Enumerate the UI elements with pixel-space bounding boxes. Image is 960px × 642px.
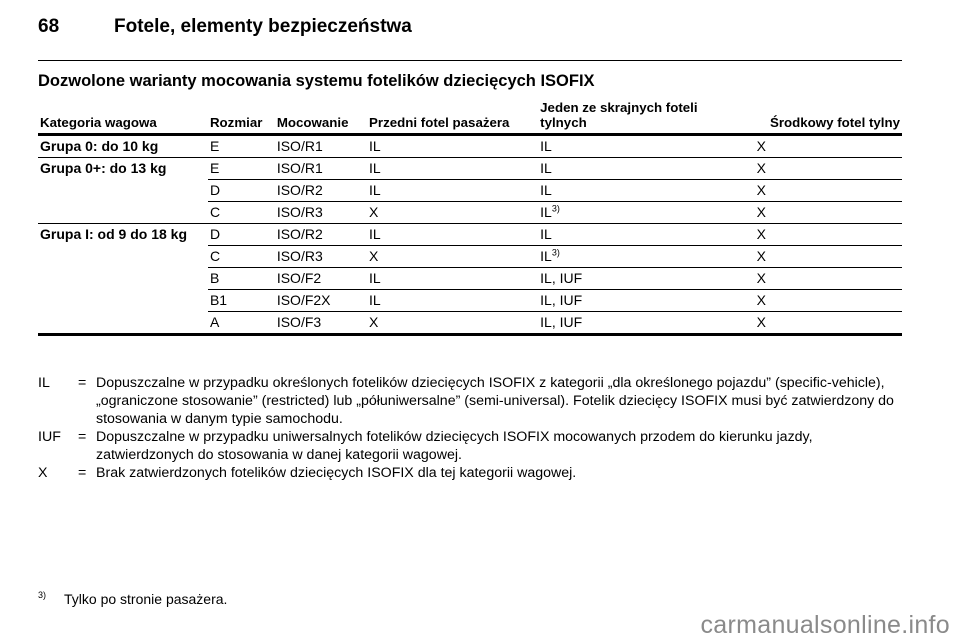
- outer-rear-value: IL: [540, 182, 552, 198]
- weight-category: [38, 246, 208, 268]
- legend: [38, 374, 908, 482]
- mount-cell: ISO/R2: [275, 224, 367, 246]
- front-seat-cell: IL: [367, 180, 538, 202]
- mount-cell: ISO/F2: [275, 268, 367, 290]
- mount-cell: ISO/R2: [275, 180, 367, 202]
- outer-rear-value: IL, IUF: [540, 270, 583, 286]
- legend-term: X: [38, 465, 48, 481]
- table-row: [38, 246, 902, 268]
- footnote: [38, 590, 227, 607]
- weight-category: Grupa 0+: do 13 kg: [40, 160, 167, 176]
- header-divider: [38, 60, 902, 61]
- middle-rear-cell: X: [747, 180, 902, 202]
- page-title: Fotele, elementy bezpieczeństwa: [114, 16, 412, 37]
- size-cell: A: [208, 312, 275, 335]
- outer-rear-cell: [538, 158, 747, 180]
- mount-cell: ISO/F3: [275, 312, 367, 335]
- weight-category: [38, 290, 208, 312]
- size-cell: B1: [208, 290, 275, 312]
- outer-rear-cell: [538, 268, 747, 290]
- size-cell: D: [208, 180, 275, 202]
- middle-rear-cell: X: [747, 290, 902, 312]
- weight-category: [38, 180, 208, 202]
- mount-cell: ISO/F2X: [275, 290, 367, 312]
- table-row: [38, 180, 902, 202]
- middle-rear-cell: X: [747, 202, 902, 224]
- watermark: carmanualsonline.info: [700, 611, 950, 639]
- legend-description: Brak zatwierdzonych fotelików dziecięcych ISOFIX dla tej kategorii wagowej.: [96, 465, 577, 481]
- outer-rear-cell: [538, 246, 747, 268]
- table-header-row: [38, 100, 902, 135]
- middle-rear-cell: X: [747, 246, 902, 268]
- column-header: Jeden ze skrajnych foteli tylnych: [538, 100, 747, 135]
- column-header: Kategoria wagowa: [38, 100, 208, 135]
- page-header: [38, 16, 412, 38]
- legend-equals: =: [78, 375, 87, 391]
- weight-category: [38, 202, 208, 224]
- middle-rear-cell: X: [747, 268, 902, 290]
- middle-rear-cell: X: [747, 158, 902, 180]
- column-header: Rozmiar: [208, 100, 275, 135]
- section-title: Dozwolone warianty mocowania systemu fotelików dziecięcych ISOFIX: [38, 72, 595, 90]
- legend-term: IUF: [38, 429, 61, 445]
- footnote-ref: 3): [551, 247, 560, 258]
- table-row: [38, 135, 902, 158]
- table-row: [38, 268, 902, 290]
- column-header: Mocowanie: [275, 100, 367, 135]
- outer-rear-value: IL: [540, 248, 552, 264]
- legend-description: Dopuszczalne w przypadku uniwersalnych fotelików dziecięcych ISOFIX mocowanych przodem do kierunku jazdy, zatwierdzonych do stosowania w danej kategorii wagowej.: [96, 429, 813, 463]
- middle-rear-cell: X: [747, 135, 902, 158]
- front-seat-cell: X: [367, 202, 538, 224]
- size-cell: C: [208, 202, 275, 224]
- outer-rear-value: IL: [540, 160, 552, 176]
- table-row: [38, 312, 902, 335]
- outer-rear-value: IL, IUF: [540, 314, 583, 330]
- outer-rear-value: IL: [540, 204, 552, 220]
- outer-rear-cell: [538, 180, 747, 202]
- legend-equals: =: [78, 465, 87, 481]
- legend-item: [38, 464, 908, 482]
- front-seat-cell: IL: [367, 135, 538, 158]
- legend-item: [38, 428, 908, 464]
- middle-rear-cell: X: [747, 224, 902, 246]
- front-seat-cell: IL: [367, 268, 538, 290]
- isofix-table: [38, 100, 902, 336]
- middle-rear-cell: X: [747, 312, 902, 335]
- footnote-text: Tylko po stronie pasażera.: [64, 591, 228, 607]
- size-cell: B: [208, 268, 275, 290]
- footnote-ref: 3): [551, 203, 560, 214]
- size-cell: C: [208, 246, 275, 268]
- weight-category: [38, 312, 208, 335]
- weight-category: Grupa I: od 9 do 18 kg: [40, 226, 188, 242]
- outer-rear-cell: [538, 312, 747, 335]
- outer-rear-value: IL: [540, 226, 552, 242]
- mount-cell: ISO/R3: [275, 202, 367, 224]
- front-seat-cell: X: [367, 246, 538, 268]
- outer-rear-cell: [538, 202, 747, 224]
- column-header: Przedni fotel pasażera: [367, 100, 538, 135]
- outer-rear-value: IL: [540, 138, 552, 154]
- mount-cell: ISO/R1: [275, 158, 367, 180]
- table-row: [38, 224, 902, 246]
- footnote-mark: 3): [38, 590, 47, 600]
- front-seat-cell: IL: [367, 224, 538, 246]
- size-cell: E: [208, 135, 275, 158]
- table-row: [38, 202, 902, 224]
- legend-term: IL: [38, 375, 50, 391]
- legend-description: Dopuszczalne w przypadku określonych fotelików dziecięcych ISOFIX z kategorii „dla określonego pojazdu” (specific-vehicle), „ograniczone stosowanie” (restricted) lub „półuniwersalne” (semi-universal). Fotelik dziecięcy ISOFIX musi być zatwierdzony do stosowania w danym typie samochodu.: [96, 375, 894, 427]
- outer-rear-cell: [538, 290, 747, 312]
- size-cell: E: [208, 158, 275, 180]
- outer-rear-value: IL, IUF: [540, 292, 583, 308]
- front-seat-cell: IL: [367, 158, 538, 180]
- outer-rear-cell: [538, 224, 747, 246]
- weight-category: Grupa 0: do 10 kg: [38, 135, 208, 158]
- table-row: [38, 158, 902, 180]
- front-seat-cell: X: [367, 312, 538, 335]
- weight-category: [38, 268, 208, 290]
- size-cell: D: [208, 224, 275, 246]
- column-header: Środkowy fotel tylny: [747, 100, 902, 135]
- page-number: 68: [38, 16, 60, 37]
- front-seat-cell: IL: [367, 290, 538, 312]
- table-row: [38, 290, 902, 312]
- legend-item: [38, 374, 908, 428]
- mount-cell: ISO/R3: [275, 246, 367, 268]
- mount-cell: ISO/R1: [275, 135, 367, 158]
- legend-equals: =: [78, 429, 87, 445]
- outer-rear-cell: [538, 135, 747, 158]
